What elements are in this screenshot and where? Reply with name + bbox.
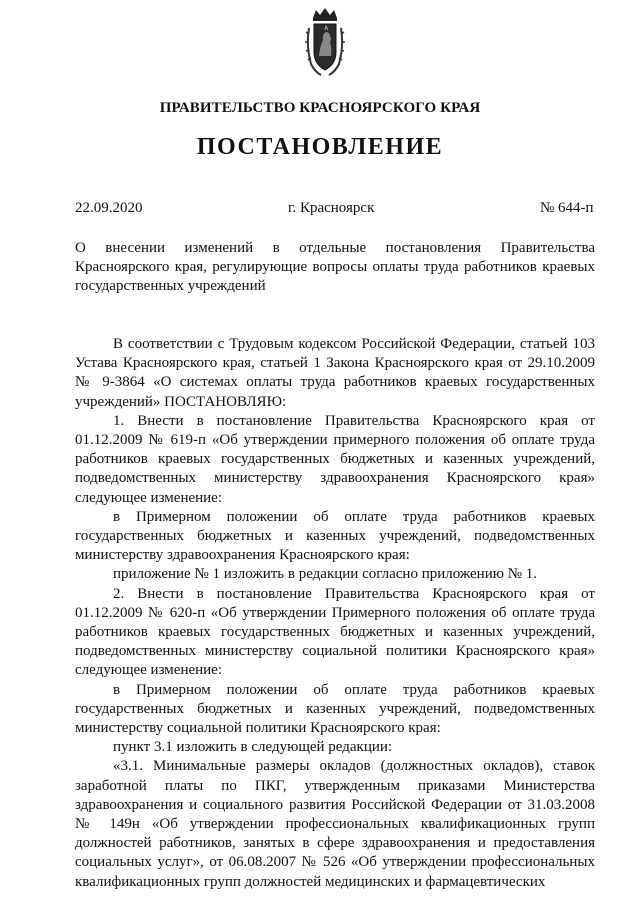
body-paragraph: в Примерном положении об оплате труда работников краевых государственных бюджетных и казенных учреждений, подведомственных министерству здравоохранения Красноярского края:	[75, 508, 595, 564]
body-paragraph: В соответствии с Трудовым кодексом Российской Федерации, статьей 103 Устава Красноярского края, статьей 1 Закона Красноярского края от 29.10.2009 № 9-3864 «О системах оплаты труда работников краевых государственных учреждений» ПОСТАНОВЛЯЮ:	[75, 336, 595, 410]
document-date: 22.09.2020	[75, 200, 143, 216]
document-subject: О внесении изменений в отдельные постановления Правительства Красноярского края, регулирующие вопросы оплаты труда работников краевых государственных учреждений	[75, 240, 595, 294]
body-paragraph: «3.1. Минимальные размеры окладов (должностных окладов), ставок заработной платы по ПКГ, утвержденным приказами Министерства здравоохранения и социального развития Российской Федерации от 31.03.2008 № 149н «Об утверждении профессиональных квалификационных групп должностей работников, занятых в сфере здравоохранения и предоставления социальных услуг», от 06.08.2007 № 526 «Об утверждении профессиональных квалификационных групп должностей медицинских и фармацевтических	[75, 758, 595, 890]
document-city: г. Красноярск	[288, 200, 375, 216]
government-name: ПРАВИТЕЛЬСТВО КРАСНОЯРСКОГО КРАЯ	[159, 100, 481, 116]
document-body	[75, 335, 595, 892]
body-paragraph: 1. Внести в постановление Правительства Красноярского края от 01.12.2009 № 619-п «Об утверждении примерного положения об оплате труда работников краевых государственных бюджетных и казенных учреждений, подведомственных министерству здравоохранения Красноярского края» следующее изменение:	[75, 412, 595, 506]
body-paragraph: пункт 3.1 изложить в следующей редакции:	[113, 739, 393, 756]
body-paragraph: 2. Внести в постановление Правительства Красноярского края от 01.12.2009 № 620-п «Об утверждении Примерного положения об оплате труда работников краевых государственных бюджетных и казенных учреждений, подведомственных министерству социальной политики Красноярского края» следующее изменение:	[75, 585, 595, 679]
body-paragraph: приложение № 1 изложить в редакции согласно приложению № 1.	[113, 566, 538, 583]
document-number: № 644-п	[540, 200, 594, 216]
document-type-title: ПОСТАНОВЛЕНИЕ	[196, 134, 444, 160]
body-paragraph: в Примерном положении об оплате труда работников краевых государственных бюджетных и казенных учреждений, подведомственных министерству социальной политики Красноярского края:	[75, 681, 595, 737]
krasnoyarsk-coat-of-arms-icon	[305, 6, 345, 78]
